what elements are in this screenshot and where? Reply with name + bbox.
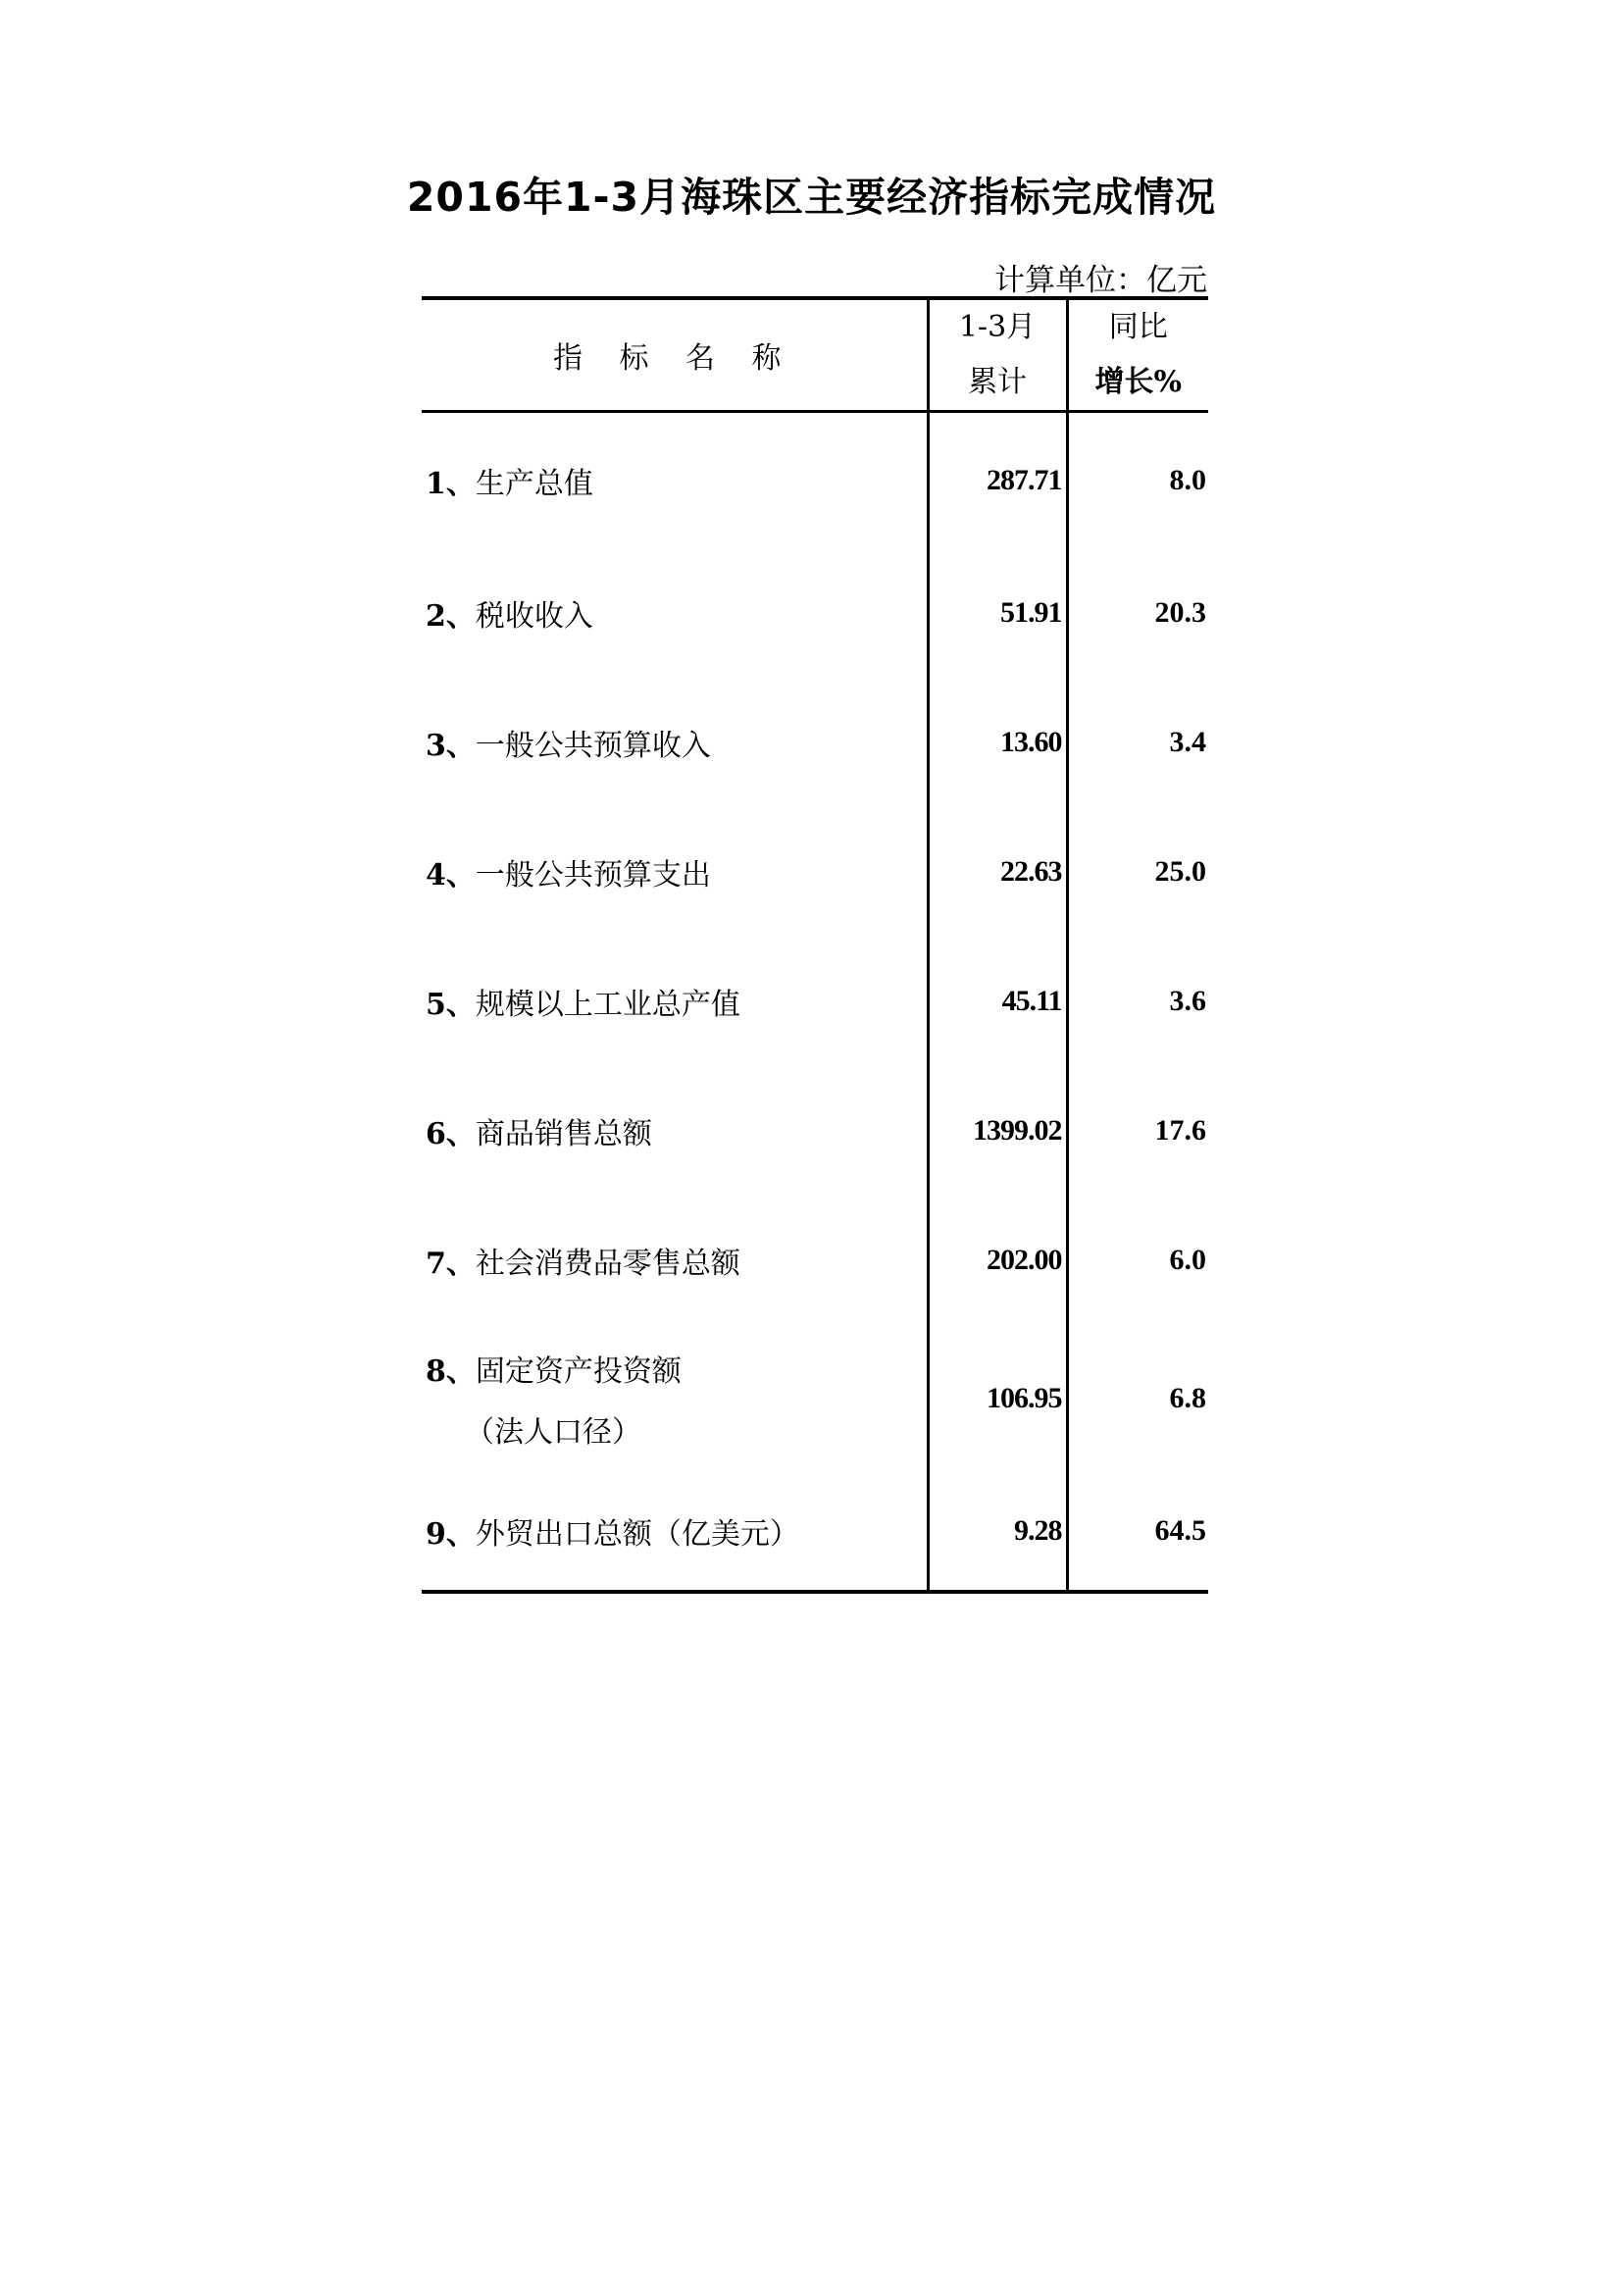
cumulative-value: 1399.02: [928, 1066, 1067, 1196]
yoy-growth-value: 8.0: [1067, 412, 1208, 549]
indicator-name: 商品销售总额: [475, 1117, 652, 1151]
cumulative-value: 45.11: [928, 937, 1067, 1066]
header-cumulative: [928, 298, 1067, 412]
indicator-name-cell: [422, 1066, 928, 1196]
unit-label: 计算单位：亿元: [994, 263, 1207, 298]
indicator-name-cell: [422, 678, 928, 807]
header-yoy-line1: 同比: [1108, 310, 1168, 344]
indicator-name: 规模以上工业总产值: [475, 988, 740, 1022]
indicator-index: 3、: [426, 729, 476, 763]
header-yoy-line2: 增长%: [1094, 365, 1182, 399]
indicator-table: [422, 296, 1208, 1594]
table-body: [422, 412, 1208, 1593]
yoy-growth-value: 6.0: [1067, 1196, 1208, 1325]
indicator-index: 2、: [426, 599, 476, 634]
table-row: [422, 1472, 1208, 1592]
indicator-name-cell: [422, 412, 928, 549]
table-row: [422, 1325, 1208, 1472]
yoy-growth-value: 3.4: [1067, 678, 1208, 807]
indicator-name: 一般公共预算支出: [475, 858, 711, 893]
table-row: [422, 1066, 1208, 1196]
table-row: [422, 548, 1208, 678]
cumulative-value: 287.71: [928, 412, 1067, 549]
indicator-index: 1、: [426, 467, 476, 501]
header-yoy-growth: [1067, 298, 1208, 412]
yoy-growth-value: 17.6: [1067, 1066, 1208, 1196]
indicator-name: 外贸出口总额（亿美元）: [475, 1517, 799, 1552]
indicator-index: 5、: [426, 988, 476, 1022]
yoy-growth-value: 20.3: [1067, 548, 1208, 678]
yoy-growth-value: 3.6: [1067, 937, 1208, 1066]
indicator-name: 税收收入: [475, 599, 593, 634]
indicator-name-cell: [422, 937, 928, 1066]
yoy-growth-value: 64.5: [1067, 1472, 1208, 1592]
table-row: [422, 937, 1208, 1066]
header-cumulative-line2: 累计: [968, 365, 1027, 399]
indicator-index: 7、: [426, 1247, 476, 1281]
header-cumulative-line1: 1-3月: [958, 310, 1037, 344]
indicator-name-cell: [422, 1325, 928, 1472]
cumulative-value: 106.95: [928, 1325, 1067, 1472]
page-title: 2016年1-3月海珠区主要经济指标完成情况: [406, 174, 1217, 221]
table-row: [422, 678, 1208, 807]
cumulative-value: 13.60: [928, 678, 1067, 807]
cumulative-value: 51.91: [928, 548, 1067, 678]
table-row: [422, 1196, 1208, 1325]
indicator-name-cell: [422, 1472, 928, 1592]
indicator-index: 8、: [426, 1354, 476, 1389]
indicator-name-line2: （法人口径）: [465, 1415, 641, 1450]
indicator-name: 一般公共预算收入: [475, 729, 711, 763]
indicator-name: 生产总值: [475, 467, 593, 501]
indicator-name-cell: [422, 807, 928, 937]
indicator-index: 6、: [426, 1117, 476, 1151]
indicator-name: 社会消费品零售总额: [475, 1247, 740, 1281]
indicator-name-cell: [422, 1196, 928, 1325]
yoy-growth-value: 25.0: [1067, 807, 1208, 937]
cumulative-value: 22.63: [928, 807, 1067, 937]
indicator-index: 4、: [426, 858, 476, 893]
header-indicator-name: 指 标 名 称: [422, 298, 928, 412]
indicator-index: 9、: [426, 1517, 476, 1552]
table-row: [422, 807, 1208, 937]
indicator-name-cell: [422, 548, 928, 678]
cumulative-value: 9.28: [928, 1472, 1067, 1592]
yoy-growth-value: 6.8: [1067, 1325, 1208, 1472]
table-header-row: [422, 298, 1208, 412]
table-row: [422, 412, 1208, 549]
indicator-name: 固定资产投资额: [475, 1354, 682, 1389]
cumulative-value: 202.00: [928, 1196, 1067, 1325]
